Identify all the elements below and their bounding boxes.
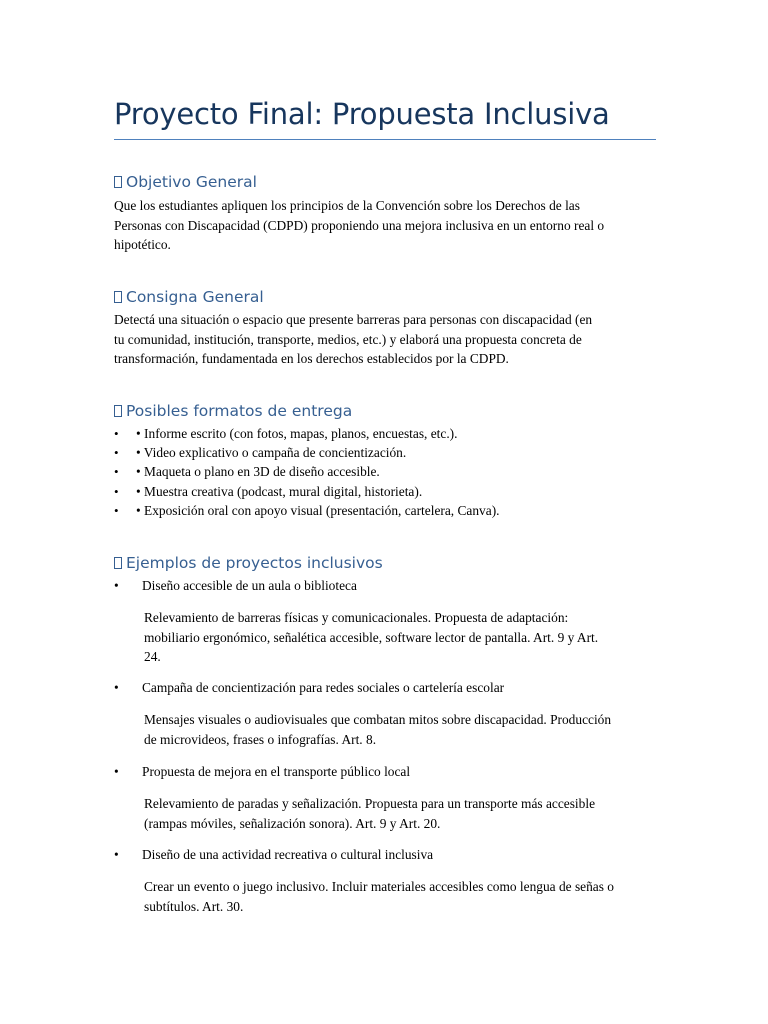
objetivo-line-2: Personas con Discapacidad (CDPD) proponiendo una mejora inclusiva en un entorno real o — [114, 217, 605, 233]
example-4-line-2: subtítulos. Art. 30. — [144, 898, 244, 914]
bullet-glyph: • — [114, 578, 119, 593]
consigna-line-2: tu comunidad, institución, transporte, medios, etc.) y elaborá una propuesta concreta de — [114, 331, 582, 347]
bullet-glyph: • — [114, 426, 119, 441]
example-title-4: Diseño de una actividad recreativa o cultural inclusiva — [142, 847, 434, 862]
consigna-line-3: transformación, fundamentada en los derechos establecidos por la CDPD. — [114, 351, 509, 366]
bullet-glyph: • — [114, 847, 119, 862]
formato-item-1: • Informe escrito (con fotos, mapas, planos, encuestas, etc.). — [136, 426, 458, 441]
example-3-line-1: Relevamiento de paradas y señalización. Propuesta para un transporte más accesible — [144, 796, 596, 811]
bullet-glyph: • — [114, 464, 119, 480]
example-1-line-3: 24. — [144, 649, 161, 664]
example-title-2: Campaña de concientización para redes sociales o cartelería escolar — [142, 680, 505, 695]
formato-item-3: • Maqueta o plano en 3D de diseño accesible. — [136, 464, 380, 480]
bullet-glyph: • — [114, 680, 119, 695]
bullet-glyph: • — [114, 764, 119, 779]
example-2-line-2: de microvideos, frases o infografías. Art. 8. — [144, 731, 377, 747]
heading-ejemplos — [114, 552, 383, 574]
example-3-line-2: (rampas móviles, señalización sonora). Art. 9 y Art. 20. — [144, 815, 441, 831]
bullet-glyph: • — [114, 483, 119, 499]
objetivo-line-3: hipotético. — [114, 237, 171, 252]
example-title-3: Propuesta de mejora en el transporte público local — [142, 764, 411, 779]
example-2-line-1: Mensajes visuales o audiovisuales que combatan mitos sobre discapacidad. Producción — [144, 712, 612, 727]
heading-formatos-text: Posibles formatos de entrega — [126, 402, 353, 420]
list-item — [114, 462, 656, 481]
missing-glyph-box-icon — [114, 176, 122, 188]
formato-item-2: • Video explicativo o campaña de concientización. — [136, 445, 407, 461]
heading-objetivo-text: Objetivo General — [126, 173, 257, 191]
missing-glyph-box-icon — [114, 291, 122, 303]
objetivo-line-1: Que los estudiantes apliquen los principios de la Convención sobre los Derechos de las — [114, 198, 580, 213]
heading-consigna-text: Consigna General — [126, 288, 264, 306]
missing-glyph-box-icon — [114, 557, 122, 569]
list-item — [114, 424, 656, 443]
formato-item-4: • Muestra creativa (podcast, mural digital, historieta). — [136, 483, 423, 499]
example-1-line-2: mobiliario ergonómico, señalética accesible, software lector de pantalla. Art. 9 y Art. — [144, 629, 599, 645]
heading-formatos — [114, 400, 352, 422]
example-title-1: Diseño accesible de un aula o biblioteca — [142, 578, 357, 593]
list-item — [114, 501, 656, 520]
heading-ejemplos-text: Ejemplos de proyectos inclusivos — [126, 554, 383, 572]
list-item — [114, 482, 656, 501]
heading-consigna — [114, 286, 264, 308]
formatos-list — [114, 424, 656, 520]
heading-objetivo — [114, 171, 257, 193]
missing-glyph-box-icon — [114, 405, 122, 417]
bullet-glyph: • — [114, 502, 119, 518]
formato-item-5: • Exposición oral con apoyo visual (presentación, cartelera, Canva). — [136, 502, 500, 518]
title-underline — [114, 139, 656, 140]
consigna-line-1: Detectá una situación o espacio que presente barreras para personas con discapacidad (en — [114, 312, 593, 327]
document-title: Proyecto Final: Propuesta Inclusiva — [114, 97, 610, 131]
example-4-line-1: Crear un evento o juego inclusivo. Incluir materiales accesibles como lengua de señas o — [144, 879, 614, 894]
list-item — [114, 443, 656, 462]
bullet-glyph: • — [114, 445, 119, 461]
example-1-line-1: Relevamiento de barreras físicas y comunicacionales. Propuesta de adaptación: — [144, 610, 569, 625]
